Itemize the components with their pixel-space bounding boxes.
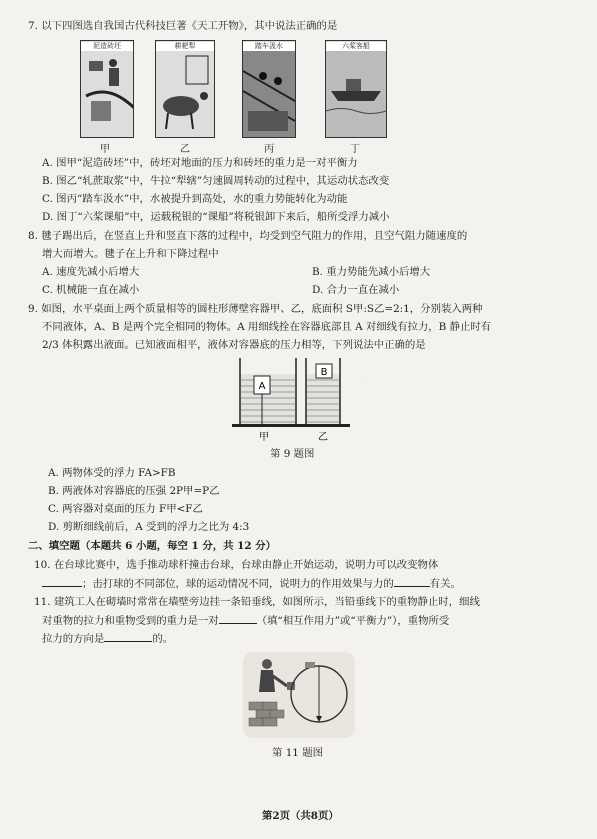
q10-line2-text-b: 有关。 [429, 578, 461, 590]
q7-image-bing [242, 40, 296, 138]
q9-stem-line2: 不同液体，A、B 是两个完全相同的物体。A 用细线拴在容器底部且 A 对细线有拉力，B 静止时有 [42, 321, 492, 333]
q10-line1: 10. 在台球比赛中，选手推动球杆撞击台球，台球由静止开始运动，说明力可以改变物体 [34, 559, 439, 571]
q7-label-jia: 甲 [100, 144, 110, 155]
q7-image-jia-caption: 泥造砖坯 [81, 42, 133, 51]
q7-image-ding [325, 40, 387, 138]
q8-stem-line2: 增大而增大。毽子在上升和下降过程中 [42, 248, 219, 260]
q11-line2-text-b: （填“相互作用力”或“平衡力”），重物所受 [256, 615, 450, 627]
q9-option-a: A. 两物体受的浮力 FA>FB [48, 467, 176, 479]
bleed-through-text: · [360, 375, 363, 385]
q11-line2-text-a: 对重物的拉力和重物受到的重力是一对 [42, 615, 219, 627]
q7-option-a: A. 图甲“泥造砖坯”中，砖坯对地面的压力和砖坯的重力是一对平衡力 [42, 157, 358, 169]
water-wheel-illustration [243, 41, 295, 137]
q7-label-bing: 丙 [264, 144, 274, 155]
q9-stem-line1: 9. 如图，水平桌面上两个质量相等的圆柱形薄壁容器甲、乙，底面积 S甲:S乙=2:1，分别装入两种 [28, 303, 483, 315]
q8-option-d: D. 合力一直在减小 [312, 284, 400, 296]
q7-image-bing-caption: 踏车汲水 [243, 42, 295, 51]
q10-line2-text-a: ；击打球的不同部位，球的运动情况不同，说明力的作用效果与力的 [82, 578, 394, 590]
q11-line3-text-b: 的。 [152, 633, 174, 645]
q7-image-yi-caption: 耕耙犁 [156, 42, 214, 51]
q11-blank-1[interactable] [219, 613, 257, 624]
q8-option-a: A. 速度先减小后增大 [42, 266, 140, 278]
q7-image-yi [155, 40, 215, 138]
section-title-fill-in: 二、填空题（本题共 6 小题，每空 1 分，共 12 分） [28, 540, 277, 552]
q7-image-jia [80, 40, 134, 138]
q9-figure-caption: 第 9 题图 [270, 448, 315, 460]
q11-line3 [42, 631, 173, 646]
q10-line2 [42, 576, 461, 591]
q8-option-b: B. 重力势能先减小后增大 [312, 266, 431, 278]
q10-blank-2[interactable] [394, 576, 430, 587]
q7-label-yi: 乙 [180, 144, 190, 155]
brick-making-illustration [81, 41, 133, 137]
q10-blank-1[interactable] [42, 576, 82, 587]
q11-blank-2[interactable] [104, 631, 152, 642]
page-number: 第2页（共8页） [262, 810, 339, 822]
boat-illustration [326, 41, 386, 137]
q8-option-c: C. 机械能一直在减小 [42, 284, 140, 296]
q11-figure-caption: 第 11 题图 [272, 747, 323, 759]
q11-builder-plumb-line-figure [243, 652, 355, 738]
q7-option-b: B. 图乙“轧蔗取浆”中，牛拉“犁辖”匀速圆周转动的过程中，其运动状态改变 [42, 175, 390, 187]
q7-label-ding: 丁 [350, 144, 360, 155]
ox-plough-illustration [156, 41, 214, 137]
q8-stem-line1: 8. 毽子踢出后，在竖直上升和竖直下落的过程中，均受到空气阻力的作用，且空气阻力随速度的 [28, 230, 468, 242]
q7-image-ding-caption: 六桨客船 [326, 42, 386, 51]
q9-object-b-label: B [320, 367, 328, 378]
q9-container-yi-label: 乙 [318, 432, 328, 443]
q11-line2 [42, 613, 449, 628]
q7-option-d: D. 图丁“六桨课船”中，运载税银的“课船”将税银卸下来后，船所受浮力减小 [42, 211, 390, 223]
q9-option-b: B. 两液体对容器底的压强 2P甲=P乙 [48, 485, 220, 497]
q9-option-d: D. 剪断细线前后，A 受到的浮力之比为 4:3 [48, 521, 250, 533]
q7-option-c: C. 图丙“踏车汲水”中，水被提升到高处，水的重力势能转化为动能 [42, 193, 348, 205]
q11-line1: 11. 建筑工人在砌墙时常常在墙壁旁边挂一条铅垂线，如图所示，当铅垂线下的重物静止时，细线 [34, 596, 480, 608]
q9-containers-figure [232, 358, 352, 444]
q9-container-jia-label: 甲 [259, 432, 269, 443]
q9-stem-line3: 2/3 体积露出液面。已知液面相平，液体对容器底的压力相等，下列说法中正确的是 [42, 339, 426, 351]
q11-line3-text-a: 拉力的方向是 [42, 633, 105, 645]
q9-option-c: C. 两容器对桌面的压力 F甲<F乙 [48, 503, 203, 515]
q9-object-a-label: A [258, 381, 266, 392]
q7-stem: 7. 以下四图选自我国古代科技巨著《天工开物》，其中说法正确的是 [28, 20, 338, 32]
